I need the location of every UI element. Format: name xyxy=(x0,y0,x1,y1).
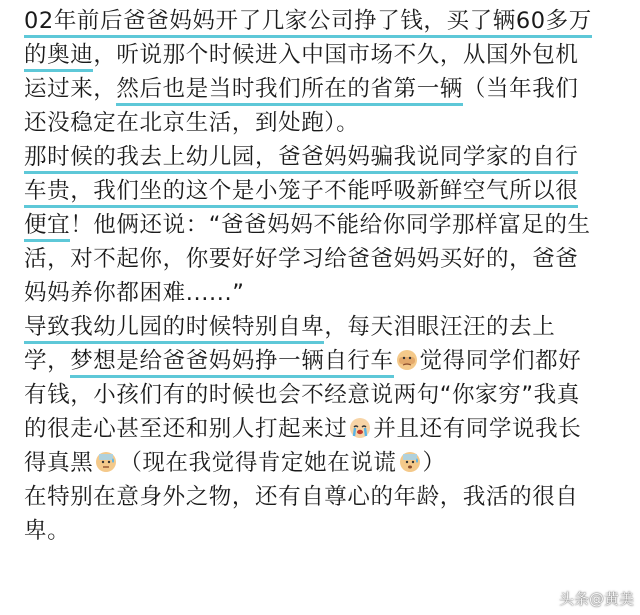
underlined-text: 然后也是当时我们所在的省第一辆 xyxy=(116,76,463,106)
article-body xyxy=(24,4,624,548)
line-text-post: （当年我们 xyxy=(462,76,579,102)
line-text-post: 并且还有同学说我长 xyxy=(373,416,582,442)
text-line xyxy=(24,412,624,446)
sweat-emoji-icon xyxy=(95,451,117,473)
text-line xyxy=(24,514,624,548)
text-line xyxy=(24,174,624,208)
line-text-post: ，听说那个时候进入中国市场不久，从国外包机 xyxy=(93,42,579,68)
facepalm-emoji-icon xyxy=(396,349,418,371)
text-line xyxy=(24,344,624,378)
line-text-pre: 有钱，小孩们有的时候也会不经意说两句“你家穷”我真 xyxy=(24,382,580,408)
text-line xyxy=(24,310,624,344)
line-text-post: ！他俩还说：“爸爸妈妈不能给你同学那样富足的生 xyxy=(70,212,591,238)
line-text-pre: 活，对不起你，你要好好学习给爸爸妈妈买好的，爸爸 xyxy=(24,246,579,272)
line-text-pre: 的很走心甚至还和别人打起来过 xyxy=(24,416,348,442)
underlined-text: 便宜 xyxy=(24,212,70,242)
line-text-pre: 得真黑 xyxy=(24,450,94,476)
crying-emoji-icon xyxy=(349,417,371,439)
line-text-post: ，每天泪眼汪汪的去上 xyxy=(324,314,556,340)
chat-bubble-icon xyxy=(538,590,556,608)
line-text-post: （现在我觉得肯定她在说谎 xyxy=(119,450,397,476)
line-text-pre: 妈妈养你都困难......” xyxy=(24,280,245,306)
underlined-text: 梦想是给爸爸妈妈挣一辆自行车 xyxy=(70,348,393,378)
line-text-tail: ） xyxy=(422,450,446,476)
text-line xyxy=(24,446,624,480)
watermark xyxy=(538,588,634,609)
line-text-pre: 运过来， xyxy=(24,76,117,102)
underlined-text: 车贵，我们坐的这个是小笼子不能呼吸新鲜空气所以很 xyxy=(24,178,578,208)
text-line xyxy=(24,378,624,412)
line-text-pre: 学， xyxy=(24,348,71,374)
underlined-text: 那时候的我去上幼儿园，爸爸妈妈骗我说同学家的自行 xyxy=(24,144,578,174)
line-text-pre: 还没稳定在北京生活，到处跑）。 xyxy=(24,110,360,136)
text-line xyxy=(24,4,624,38)
text-line xyxy=(24,480,624,514)
underlined-text: 02年前后爸爸妈妈开了几家公司挣了钱，买了辆60多万 xyxy=(24,8,592,38)
text-line xyxy=(24,140,624,174)
text-line xyxy=(24,38,624,72)
line-text-pre: 在特别在意身外之物，还有自尊心的年龄，我活的很自 xyxy=(24,484,579,510)
underlined-text: 的奥迪 xyxy=(24,42,93,72)
watermark-text: 头条@黄美 xyxy=(558,590,634,608)
underlined-text: 导致我幼儿园的时候特别自卑 xyxy=(24,314,324,344)
line-text-pre: 卑。 xyxy=(24,518,71,544)
text-line xyxy=(24,106,624,140)
text-line xyxy=(24,72,624,106)
text-line xyxy=(24,208,624,242)
line-text-post: 觉得同学们都好 xyxy=(419,348,582,374)
text-line xyxy=(24,242,624,276)
sweat-emoji-icon xyxy=(399,451,421,473)
text-line xyxy=(24,276,624,310)
